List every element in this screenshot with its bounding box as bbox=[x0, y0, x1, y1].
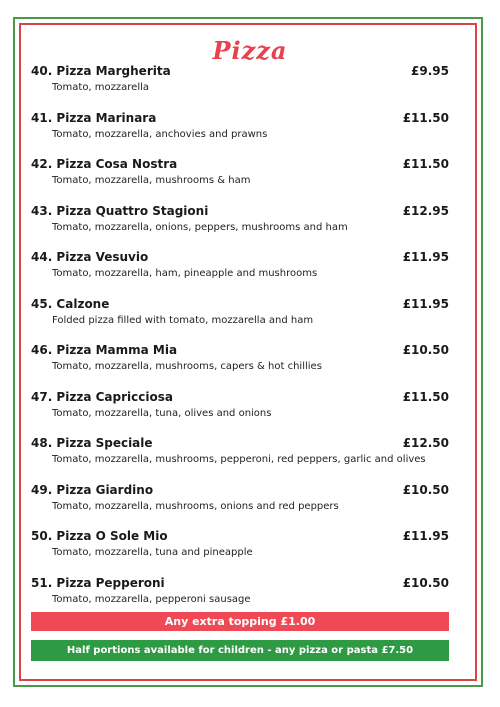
item-description: Tomato, mozzarella, mushrooms & ham bbox=[52, 175, 251, 186]
menu-item bbox=[31, 204, 449, 251]
menu-item bbox=[31, 64, 449, 111]
item-price: £11.50 bbox=[402, 389, 449, 404]
children-portions-banner: Half portions available for children - any pizza or pasta £7.50 bbox=[31, 640, 449, 661]
item-price: £10.50 bbox=[402, 575, 449, 590]
item-name: 41. Pizza Marinara bbox=[31, 110, 157, 125]
menu-item bbox=[31, 297, 449, 344]
menu-title: Pizza bbox=[212, 36, 288, 65]
item-price: £11.50 bbox=[402, 157, 449, 171]
item-name: 47. Pizza Capricciosa bbox=[31, 389, 173, 404]
item-name: 43. Pizza Quattro Stagioni bbox=[31, 203, 209, 218]
menu-item bbox=[31, 529, 449, 576]
menu-item bbox=[31, 390, 449, 437]
item-name: 48. Pizza Speciale bbox=[31, 436, 153, 450]
item-description: Tomato, mozzarella bbox=[52, 82, 150, 93]
item-description: Tomato, mozzarella, mushrooms, onions and red peppers bbox=[52, 500, 339, 512]
item-price: £12.95 bbox=[402, 203, 449, 218]
item-name: 50. Pizza O Sole Mio bbox=[31, 529, 168, 543]
item-price: £11.95 bbox=[402, 250, 449, 264]
item-name: 42. Pizza Cosa Nostra bbox=[31, 157, 178, 171]
item-price: £12.50 bbox=[402, 436, 449, 450]
item-description: Tomato, mozzarella, pepperoni sausage bbox=[52, 593, 251, 605]
menu-item bbox=[31, 483, 449, 530]
menu-item bbox=[31, 111, 449, 158]
item-description: Tomato, mozzarella, tuna and pineapple bbox=[52, 547, 253, 558]
extra-topping-banner: Any extra topping £1.00 bbox=[31, 612, 449, 631]
item-description: Tomato, mozzarella, mushrooms, pepperoni, red peppers, garlic and olives bbox=[52, 454, 426, 465]
item-description: Tomato, mozzarella, onions, peppers, mushrooms and ham bbox=[52, 221, 348, 233]
item-name: 44. Pizza Vesuvio bbox=[31, 250, 149, 264]
pizza-menu-list bbox=[31, 64, 449, 622]
item-price: £10.50 bbox=[402, 482, 449, 497]
item-price: £11.50 bbox=[402, 110, 449, 125]
menu-item bbox=[31, 343, 449, 390]
item-description: Tomato, mozzarella, anchovies and prawns bbox=[52, 128, 268, 140]
item-name: 40. Pizza Margherita bbox=[31, 64, 171, 78]
item-description: Tomato, mozzarella, tuna, olives and onions bbox=[52, 407, 272, 419]
menu-item bbox=[31, 157, 449, 204]
item-description: Tomato, mozzarella, ham, pineapple and mushrooms bbox=[52, 268, 318, 279]
item-description: Tomato, mozzarella, mushrooms, capers & hot chillies bbox=[52, 361, 322, 372]
menu-item bbox=[31, 250, 449, 297]
item-name: 49. Pizza Giardino bbox=[31, 482, 154, 497]
item-price: £11.95 bbox=[402, 296, 449, 311]
item-name: 51. Pizza Pepperoni bbox=[31, 575, 165, 590]
item-name: 46. Pizza Mamma Mia bbox=[31, 343, 178, 357]
item-name: 45. Calzone bbox=[31, 296, 110, 311]
item-price: £10.50 bbox=[402, 343, 449, 357]
item-price: £9.95 bbox=[411, 64, 449, 78]
item-price: £11.95 bbox=[402, 529, 449, 543]
item-description: Folded pizza filled with tomato, mozzarella and ham bbox=[52, 314, 314, 326]
menu-item bbox=[31, 436, 449, 483]
